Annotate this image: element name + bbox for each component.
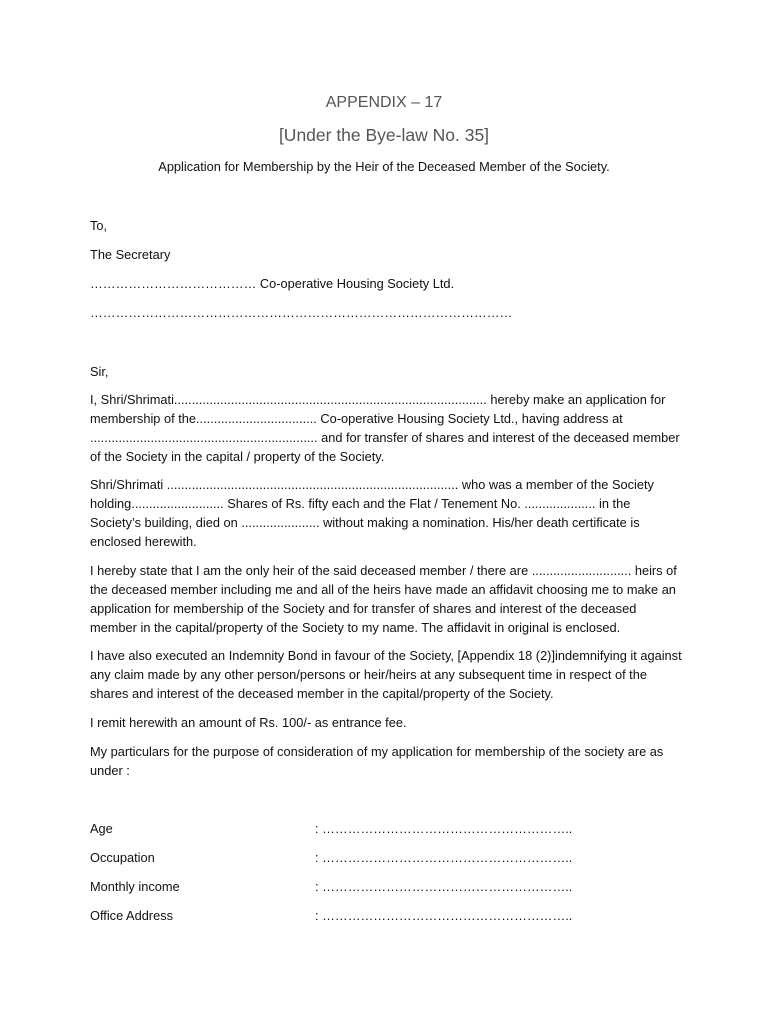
paragraph-heir-statement: I hereby state that I am the only heir of the said deceased member / there are ............................ heirs of the deceased member including me and all of the heirs have made an affidavit choosing me to make an application for membership of the Society and for transfer of shares and interest of the deceased member in the capital/property of the Society to my name. The affidavit in original is enclosed.: [90, 563, 677, 635]
appendix-title: APPENDIX – 17: [325, 94, 443, 111]
particular-blank: : …………………………………………………..: [315, 850, 573, 865]
particular-blank: : …………………………………………………..: [315, 879, 573, 894]
paragraph-entrance-fee: I remit herewith an amount of Rs. 100/- as entrance fee.: [90, 715, 407, 730]
paragraph-application: I, Shri/Shrimati........................................................................................ hereby make an application for membership of the.................................. Co-operative Housing Society Ltd., having address at ................................................................ and for transfer of shares and interest of the deceased member of the Society in the capital / property of the Society.: [90, 392, 680, 464]
particular-label: Age: [90, 821, 113, 836]
salutation: Sir,: [90, 364, 109, 379]
particular-label: Office Address: [90, 908, 173, 923]
byelaw-reference: [Under the Bye-law No. 35]: [278, 125, 490, 145]
form-subtitle: Application for Membership by the Heir of the Deceased Member of the Society.: [158, 159, 610, 174]
address-society-line: ………………………………… Co-operative Housing Society Ltd.: [90, 276, 455, 291]
paragraph-deceased-member: Shri/Shrimati .................................................................................. who was a member of the Society holding.......................... Shares of Rs. fifty each and the Flat / Tenement No. .................... in the Society’s building, died on ...................... without making a nomination. His/her death certificate is enclosed herewith.: [90, 477, 654, 549]
particular-label: Occupation: [90, 850, 155, 865]
particular-blank: : …………………………………………………..: [315, 908, 573, 923]
address-to: To,: [90, 218, 108, 233]
paragraph-indemnity: I have also executed an Indemnity Bond in favour of the Society, [Appendix 18 (2)]indemnifying it against any claim made by any other person/persons or heir/heirs at any subsequent time in respect of the shares and interest of the deceased member in the capital/property of the Society.: [90, 648, 682, 701]
particular-blank: : …………………………………………………..: [315, 821, 573, 836]
paragraph-particulars-intro: My particulars for the purpose of consideration of my application for membership of the society are as under :: [90, 744, 664, 778]
address-recipient: The Secretary: [90, 247, 171, 262]
address-blank-line: ………………………………………………………………………………………: [90, 305, 513, 320]
particular-label: Monthly income: [90, 879, 180, 894]
